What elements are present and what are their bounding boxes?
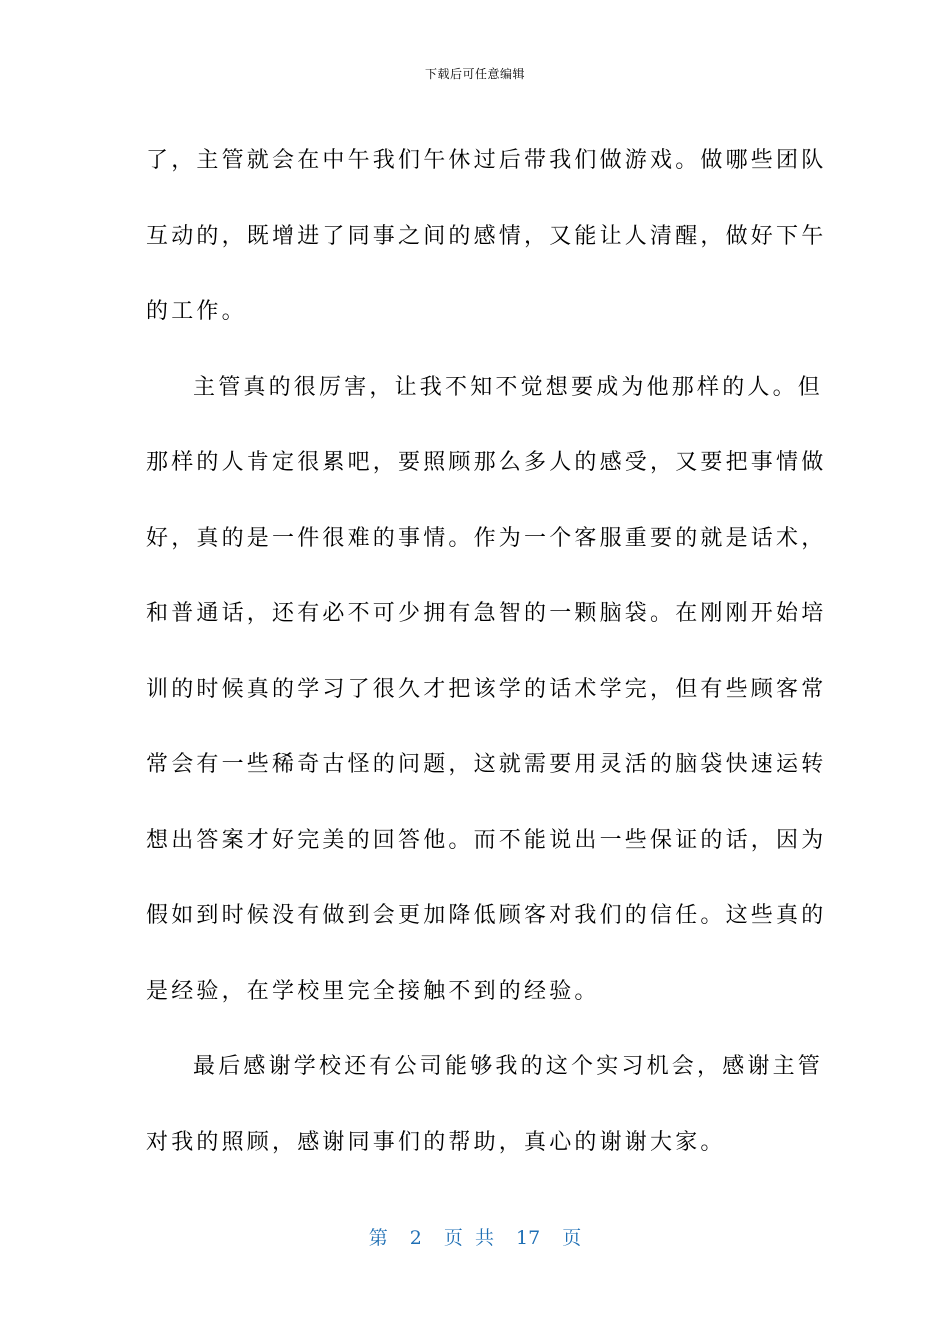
page-number: 2	[409, 1227, 422, 1249]
text-line: 那样的人肯定很累吧，要照顾那么多人的感受，又要把事情做	[146, 450, 827, 475]
page-suffix: 页	[562, 1227, 582, 1249]
text-line: 常会有一些稀奇古怪的问题，这就需要用灵活的脑袋快速运转	[146, 752, 827, 777]
document-body	[146, 123, 827, 1180]
text-line: 训的时候真的学习了很久才把该学的话术学完，但有些顾客常	[146, 676, 827, 702]
text-line: 最后感谢学校还有公司能够我的这个实习机会，感谢主管	[193, 1054, 824, 1079]
text-line: 了，主管就会在中午我们午休过后带我们做游戏。做哪些团队	[146, 148, 827, 173]
text-line: 主管真的很厉害，让我不知不觉想要成为他那样的人。但	[193, 374, 824, 400]
total-pages: 17	[516, 1227, 541, 1249]
text-line: 是经验，在学校里完全接触不到的经验。	[146, 978, 600, 1004]
text-line: 对我的照顾，感谢同事们的帮助，真心的谢谢大家。	[146, 1129, 726, 1155]
text-line: 想出答案才好完美的回答他。而不能说出一些保证的话，因为	[146, 827, 827, 853]
page-mid: 页 共	[443, 1227, 494, 1249]
page-footer	[0, 1226, 950, 1250]
page-header	[0, 66, 950, 82]
text-line: 好，真的是一件很难的事情。作为一个客服重要的就是话术，	[146, 525, 827, 551]
text-line: 互动的，既增进了同事之间的感情，又能让人清醒，做好下午	[146, 223, 827, 249]
header-text: 下载后可任意编辑	[424, 67, 525, 81]
text-line: 和普通话，还有必不可少拥有急智的一颗脑袋。在刚刚开始培	[146, 601, 827, 626]
page-prefix: 第	[368, 1227, 388, 1249]
text-line: 的工作。	[146, 299, 247, 324]
text-line: 假如到时候没有做到会更加降低顾客对我们的信任。这些真的	[146, 903, 827, 928]
